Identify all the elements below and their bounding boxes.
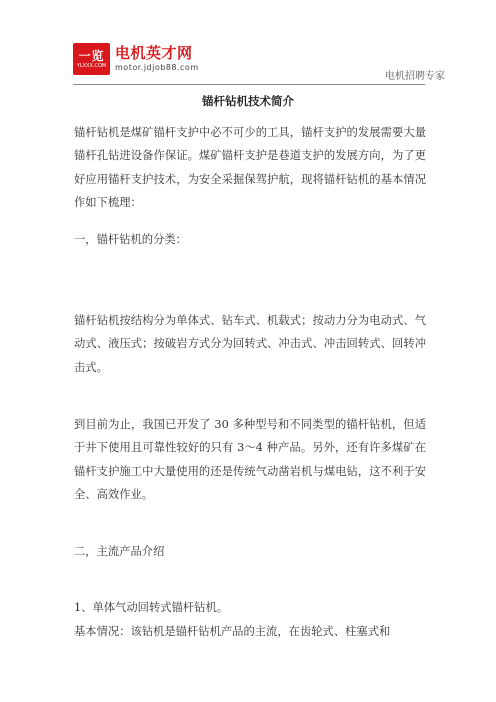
paragraph-classification: 锚杆钻机按结构分为单体式、钻车式、机载式；按动力分为电动式、气动式、液压式；按破岩方式分为回转式、冲击式、冲击回转式、回转冲击式。 — [74, 314, 426, 374]
logo-badge — [73, 43, 110, 75]
header-divider — [73, 84, 425, 85]
logo-badge-text: 一览 — [78, 48, 105, 63]
site-logo[interactable] — [73, 42, 199, 76]
logo-site-url: motor.jdjob88.com — [115, 63, 199, 72]
paragraph-current-status: 到目前为止，我国已开发了 30 多种型号和不同类型的锚杆钻机，但适于井下使用且可靠性较好的只有 3～4 种产品。另外，还有许多煤矿在锚杆支护施工中大量使用的还是传统气动凿岩机与煤电钻，这不利于安全、高效作业。 — [74, 418, 426, 501]
header-tagline: 电机招聘专家 — [385, 71, 445, 82]
section-heading-classification: 一，锚杆钻机的分类： — [74, 233, 187, 246]
document-title: 锚杆钻机技术简介 — [202, 94, 294, 108]
paragraph-basic-info: 基本情况：该钻机是锚杆钻机产品的主流，在齿轮式、柱塞式和 — [74, 625, 391, 638]
logo-text — [115, 45, 199, 73]
logo-badge-subtext: YLXXX.COM — [76, 62, 107, 69]
logo-site-name: 电机英才网 — [115, 44, 193, 62]
paragraph-intro: 锚杆钻机是煤矿锚杆支护中必不可少的工具，锚杆支护的发展需要大量锚杆孔钻进设备作保证。煤矿锚杆支护是巷道支护的发展方向，为了更好应用锚杆支护技术，为安全采掘保驾护航，现将锚杆钻机的基本情况作如下梳理： — [74, 126, 426, 209]
subsection-heading-pneumatic: 1、单体气动回转式锚杆钻机。 — [74, 601, 229, 614]
section-heading-products: 二，主流产品介绍 — [74, 545, 165, 558]
